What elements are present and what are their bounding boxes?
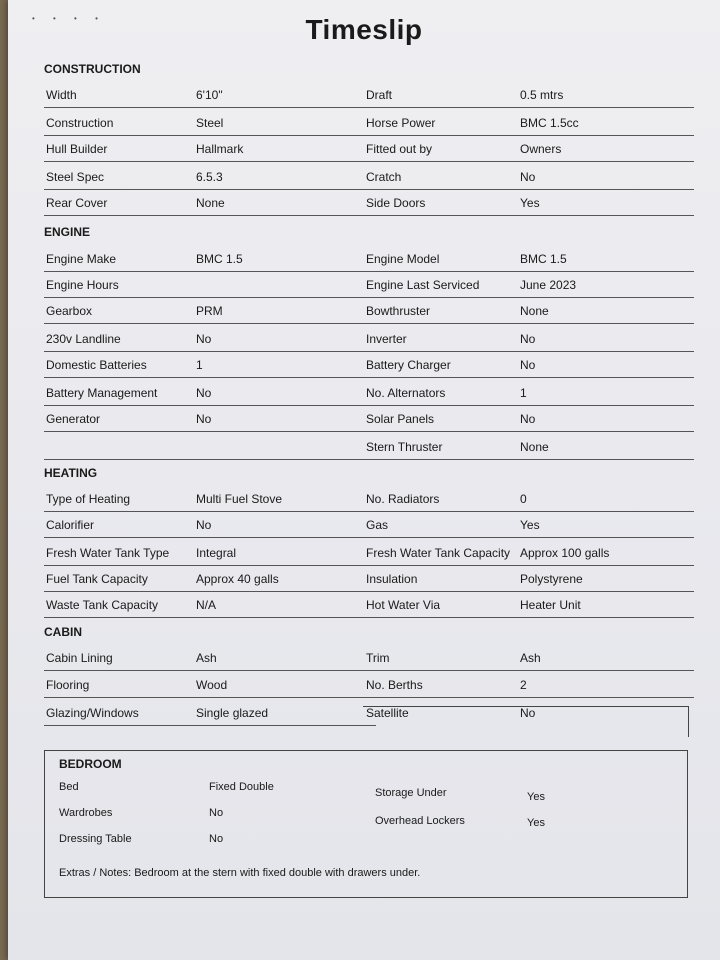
bedroom-field-label: Overhead Lockers <box>375 815 465 827</box>
spec-sheet <box>8 0 720 960</box>
cabin-heading: CABIN <box>44 625 82 639</box>
row-rule <box>44 323 694 324</box>
cabin-row <box>44 672 694 698</box>
field-label: Gas <box>366 518 389 532</box>
field-value: Ash <box>520 651 541 665</box>
field-label: Engine Model <box>366 252 440 266</box>
field-label: Rear Cover <box>46 196 108 210</box>
engine-row <box>44 246 694 272</box>
field-value: Approx 100 galls <box>520 546 610 560</box>
field-label: Battery Management <box>46 386 158 400</box>
field-label: Hull Builder <box>46 142 108 156</box>
field-value: Integral <box>196 546 237 560</box>
field-label: Cratch <box>366 170 402 184</box>
field-label: Type of Heating <box>46 492 131 506</box>
field-label: Engine Hours <box>46 278 119 292</box>
field-value: No <box>196 412 212 426</box>
bedroom-field-value: No <box>209 807 224 819</box>
cabin-row <box>44 645 694 671</box>
row-rule <box>44 215 694 216</box>
field-value: No <box>520 706 536 720</box>
field-value: None <box>196 196 225 210</box>
engine-row <box>44 298 694 324</box>
field-label: Gearbox <box>46 304 93 318</box>
field-label: Inverter <box>366 332 407 346</box>
field-value: No <box>196 518 212 532</box>
field-label: Calorifier <box>46 518 95 532</box>
row-rule <box>44 459 694 460</box>
field-value: 2 <box>520 678 527 692</box>
field-value: None <box>520 440 549 454</box>
field-value: PRM <box>196 304 223 318</box>
field-value: Yes <box>520 518 540 532</box>
row-rule <box>44 617 694 618</box>
field-label: Bowthruster <box>366 304 431 318</box>
construction-row <box>44 190 694 216</box>
field-label: Solar Panels <box>366 412 435 426</box>
field-label: Engine Make <box>46 252 117 266</box>
field-value: Owners <box>520 142 562 156</box>
field-value: No <box>520 170 536 184</box>
page-title: Timeslip <box>305 14 423 45</box>
row-rule <box>44 725 376 726</box>
bedroom-section <box>44 750 688 898</box>
heating-row <box>44 512 694 538</box>
field-value: June 2023 <box>520 278 577 292</box>
field-value: 1 <box>520 386 527 400</box>
field-value: 0 <box>520 492 527 506</box>
field-label: 230v Landline <box>46 332 121 346</box>
field-label: Steel Spec <box>46 170 105 184</box>
field-label: Flooring <box>46 678 90 692</box>
construction-row <box>44 136 694 162</box>
field-value: 6.5.3 <box>196 170 223 184</box>
field-label: Fuel Tank Capacity <box>46 572 148 586</box>
heating-row <box>44 566 694 592</box>
field-value: Heater Unit <box>520 598 581 612</box>
engine-row <box>44 434 694 460</box>
field-label: Construction <box>46 116 114 130</box>
field-value: Yes <box>520 196 540 210</box>
engine-row <box>44 380 694 406</box>
heating-row <box>44 486 694 512</box>
field-value: Polystyrene <box>520 572 583 586</box>
field-value: Wood <box>196 678 228 692</box>
construction-row <box>44 82 694 108</box>
field-value: 1 <box>196 358 203 372</box>
satellite-box-border <box>363 706 689 737</box>
field-label: Battery Charger <box>366 358 451 372</box>
bedroom-field-value: Yes <box>527 791 545 803</box>
field-label: No. Berths <box>366 678 423 692</box>
heating-row <box>44 540 694 566</box>
field-label: Trim <box>366 651 390 665</box>
bedroom-field-label: Storage Under <box>375 787 447 799</box>
field-value: Ash <box>196 651 217 665</box>
field-label: Satellite <box>366 706 409 720</box>
field-value: No <box>196 386 212 400</box>
field-value: BMC 1.5cc <box>520 116 579 130</box>
field-label: No. Alternators <box>366 386 446 400</box>
field-value: 0.5 mtrs <box>520 88 564 102</box>
field-value: No <box>520 332 536 346</box>
construction-heading: CONSTRUCTION <box>44 62 141 76</box>
field-value: None <box>520 304 549 318</box>
field-label: Glazing/Windows <box>46 706 139 720</box>
bedroom-field-label: Bed <box>59 781 79 793</box>
field-value: 6'10" <box>196 88 223 102</box>
row-rule <box>44 377 694 378</box>
field-label: Draft <box>366 88 393 102</box>
field-label: Side Doors <box>366 196 426 210</box>
engine-row <box>44 272 694 298</box>
row-rule <box>44 107 694 108</box>
engine-row <box>44 326 694 352</box>
engine-heading: ENGINE <box>44 225 91 239</box>
field-value: BMC 1.5 <box>196 252 243 266</box>
bedroom-notes: Extras / Notes: Bedroom at the stern with fixed double with drawers under. <box>59 867 421 879</box>
field-label: Hot Water Via <box>366 598 441 612</box>
construction-row <box>44 110 694 136</box>
field-label: No. Radiators <box>366 492 440 506</box>
row-rule <box>44 431 694 432</box>
field-label: Fresh Water Tank Type <box>46 546 170 560</box>
field-value: Hallmark <box>196 142 244 156</box>
row-rule <box>44 670 694 671</box>
field-label: Cabin Lining <box>46 651 113 665</box>
bedroom-field-value: No <box>209 833 224 845</box>
bedroom-field-label: Wardrobes <box>59 807 113 819</box>
field-label: Generator <box>46 412 101 426</box>
field-label: Insulation <box>366 572 418 586</box>
engine-row <box>44 406 694 432</box>
heating-row <box>44 592 694 618</box>
bedroom-heading: BEDROOM <box>59 757 122 771</box>
field-label: Waste Tank Capacity <box>46 598 159 612</box>
field-value: N/A <box>196 598 217 612</box>
row-rule <box>44 537 694 538</box>
field-label: Fresh Water Tank Capacity <box>366 546 511 560</box>
field-label: Engine Last Serviced <box>366 278 480 292</box>
heating-heading: HEATING <box>44 466 98 480</box>
field-value: BMC 1.5 <box>520 252 567 266</box>
field-label: Domestic Batteries <box>46 358 147 372</box>
bedroom-field-value: Yes <box>527 817 545 829</box>
field-value: No <box>520 412 536 426</box>
hole-punch-marks: • • • • <box>32 14 106 23</box>
field-value: Single glazed <box>196 706 269 720</box>
construction-row <box>44 164 694 190</box>
field-value: No <box>520 358 536 372</box>
field-value: Approx 40 galls <box>196 572 279 586</box>
field-label: Fitted out by <box>366 142 433 156</box>
field-value: Steel <box>196 116 224 130</box>
field-label: Width <box>46 88 77 102</box>
bedroom-field-value: Fixed Double <box>209 781 274 793</box>
row-rule <box>44 161 694 162</box>
field-value: No <box>196 332 212 346</box>
row-rule <box>44 697 694 698</box>
field-value: Multi Fuel Stove <box>196 492 283 506</box>
field-label: Horse Power <box>366 116 436 130</box>
field-label: Stern Thruster <box>366 440 443 454</box>
engine-row <box>44 352 694 378</box>
bedroom-field-label: Dressing Table <box>59 833 132 845</box>
